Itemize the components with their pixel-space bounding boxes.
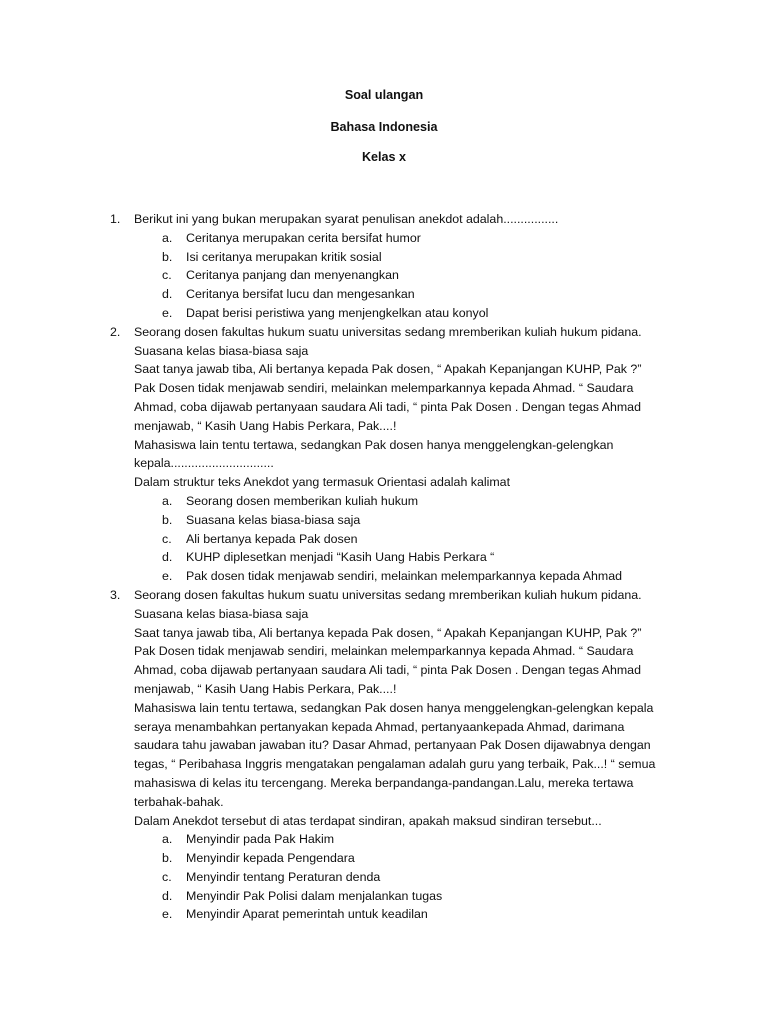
question-number: 2. xyxy=(110,324,121,339)
option-text: Seorang dosen memberikan kuliah hukum xyxy=(186,493,419,508)
question-number: 3. xyxy=(110,587,121,602)
question-text-line: Mahasiswa lain tentu tertawa, sedangkan Pak dosen hanya menggelengkan-gelengkan xyxy=(134,437,614,452)
option-letter: b. xyxy=(162,249,173,264)
option-letter: a. xyxy=(162,493,173,508)
question-text-line: Dalam struktur teks Anekdot yang termasuk Orientasi adalah kalimat xyxy=(134,475,511,490)
question-text-line: Saat tanya jawab tiba, Ali bertanya kepada Pak dosen, “ Apakah Kepanjangan KUHP, Pak ?” xyxy=(134,362,642,377)
option-text: Menyindir Aparat pemerintah untuk keadilan xyxy=(186,907,428,922)
question-text-line: Suasana kelas biasa-biasa saja xyxy=(134,606,309,621)
answer-option xyxy=(0,868,768,887)
answer-option xyxy=(0,830,768,849)
option-letter: c. xyxy=(162,531,172,546)
question-text-line: Ahmad, coba dijawab pertanyaan saudara Ali tadi, “ pinta Pak Dosen . Dengan tegas Ahmad xyxy=(134,663,641,678)
question-text-line: menjawab, “ Kasih Uang Habis Perkara, Pak....! xyxy=(134,681,397,696)
option-text: Menyindir Pak Polisi dalam menjalankan tugas xyxy=(186,888,443,903)
question-text-line: terbahak-bahak. xyxy=(134,794,224,809)
answer-options xyxy=(0,492,768,586)
answer-option xyxy=(0,887,768,906)
question-text-line: kepala.............................. xyxy=(134,456,274,471)
answer-options xyxy=(0,830,768,924)
question-text-line: Seorang dosen fakultas hukum suatu universitas sedang mremberikan kuliah hukum pidana. xyxy=(134,587,642,602)
answer-option xyxy=(0,548,768,567)
document-title: Soal ulangan xyxy=(344,88,424,102)
question-text-line: Pak Dosen tidak menjawab sendiri, melainkan melemparkannya kepada Ahmad. “ Saudara xyxy=(134,644,634,659)
answer-option xyxy=(0,905,768,924)
answer-options xyxy=(0,229,768,323)
option-letter: b. xyxy=(162,851,173,866)
question-1 xyxy=(0,210,768,323)
question-text xyxy=(134,210,694,229)
question-text-line: tegas, “ Peribahasa Inggris mengatakan pengalaman adalah guru yang terbaik, Pak...! “ semua xyxy=(134,757,656,772)
option-text: Menyindir tentang Peraturan denda xyxy=(186,869,381,884)
question-2 xyxy=(0,323,768,586)
option-text: Ceritanya merupakan cerita bersifat humor xyxy=(186,230,421,245)
question-text-line: Suasana kelas biasa-biasa saja xyxy=(134,343,309,358)
option-letter: a. xyxy=(162,832,173,847)
question-text-line: Seorang dosen fakultas hukum suatu universitas sedang mremberikan kuliah hukum pidana. xyxy=(134,324,642,339)
option-text: Menyindir kepada Pengendara xyxy=(186,851,355,866)
question-text-line: Mahasiswa lain tentu tertawa, sedangkan Pak dosen hanya menggelengkan-gelengkan kepala xyxy=(134,700,654,715)
answer-option xyxy=(0,492,768,511)
option-letter: c. xyxy=(162,869,172,884)
option-letter: a. xyxy=(162,230,173,245)
question-3 xyxy=(0,586,768,924)
option-text: Pak dosen tidak menjawab sendiri, melainkan melemparkannya kepada Ahmad xyxy=(186,569,622,584)
question-list xyxy=(0,210,768,924)
option-text: KUHP diplesetkan menjadi “Kasih Uang Habis Perkara “ xyxy=(186,550,495,565)
question-text-line: saudara tahu jawaban jawaban itu? Dasar Ahmad, pertanyaan Pak Dosen dijawabnya dengan xyxy=(134,738,651,753)
option-text: Ceritanya bersifat lucu dan mengesankan xyxy=(186,287,415,302)
answer-option xyxy=(0,530,768,549)
option-letter: e. xyxy=(162,569,173,584)
answer-option xyxy=(0,266,768,285)
answer-option xyxy=(0,567,768,586)
option-letter: e. xyxy=(162,907,173,922)
option-letter: d. xyxy=(162,888,173,903)
option-text: Menyindir pada Pak Hakim xyxy=(186,832,335,847)
option-text: Suasana kelas biasa-biasa saja xyxy=(186,512,361,527)
option-letter: c. xyxy=(162,268,172,283)
option-letter: d. xyxy=(162,550,173,565)
question-text-line: mahasiswa di kelas itu tercengang. Mereka berpandanga-pandangan.Lalu, mereka tertawa xyxy=(134,775,634,790)
answer-option xyxy=(0,248,768,267)
option-letter: b. xyxy=(162,512,173,527)
question-text-line: seraya menambahkan pertanyakan kepada Ahmad, pertanyaankepada Ahmad, darimana xyxy=(134,719,625,734)
answer-option xyxy=(0,304,768,323)
question-text-line: Berikut ini yang bukan merupakan syarat penulisan anekdot adalah................ xyxy=(134,212,559,226)
document-grade: Kelas x xyxy=(361,150,407,164)
question-text-line: menjawab, “ Kasih Uang Habis Perkara, Pak....! xyxy=(134,418,397,433)
answer-option xyxy=(0,849,768,868)
question-text-line: Pak Dosen tidak menjawab sendiri, melainkan melemparkannya kepada Ahmad. “ Saudara xyxy=(134,381,634,396)
question-text-line: Ahmad, coba dijawab pertanyaan saudara Ali tadi, “ pinta Pak Dosen . Dengan tegas Ahmad xyxy=(134,399,641,414)
question-text xyxy=(134,586,694,830)
option-text: Ceritanya panjang dan menyenangkan xyxy=(186,268,399,283)
question-text-line: Dalam Anekdot tersebut di atas terdapat sindiran, apakah maksud sindiran tersebut... xyxy=(134,813,602,828)
answer-option xyxy=(0,285,768,304)
answer-option xyxy=(0,229,768,248)
option-text: Ali bertanya kepada Pak dosen xyxy=(186,531,358,546)
question-number: 1. xyxy=(110,212,121,226)
question-text xyxy=(134,323,694,492)
option-letter: d. xyxy=(162,287,173,302)
option-text: Dapat berisi peristiwa yang menjengkelkan atau konyol xyxy=(186,305,489,320)
option-letter: e. xyxy=(162,305,173,320)
document-subject: Bahasa Indonesia xyxy=(330,120,438,134)
question-text-line: Saat tanya jawab tiba, Ali bertanya kepada Pak dosen, “ Apakah Kepanjangan KUHP, Pak ?” xyxy=(134,625,642,640)
answer-option xyxy=(0,511,768,530)
option-text: Isi ceritanya merupakan kritik sosial xyxy=(186,249,382,264)
